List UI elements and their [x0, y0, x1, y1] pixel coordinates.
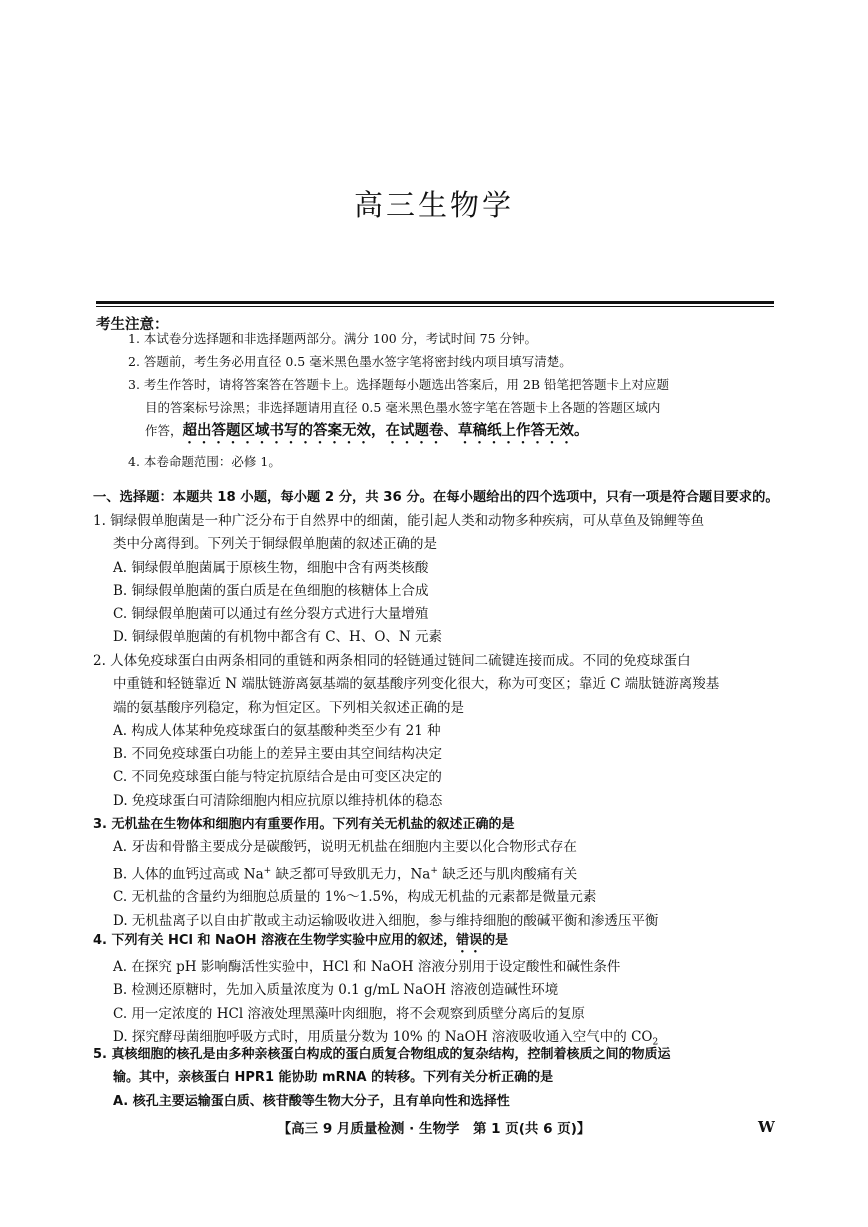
q2-stem-line-3: 端的氨基酸序列稳定，称为恒定区。下列相关叙述正确的是	[113, 699, 464, 716]
header-rule-thin	[96, 306, 774, 307]
q3-b-charge-1: +	[263, 865, 272, 876]
notice-heading: 考生注意：	[96, 317, 169, 333]
question-2	[93, 650, 783, 813]
page-title: 高三生物学	[353, 188, 514, 222]
q1-option-a: A. 铜绿假单胞菌属于原核生物，细胞中含有两类核酸	[113, 559, 429, 576]
q4-option-d-subscript: 2	[652, 1037, 659, 1048]
notice-emphasis: 超出答题区域书写的答案无效，在试题卷、草稿纸上作答无效。	[182, 423, 589, 439]
q3-b-part-1: B. 人体的血钙过高或 Na	[113, 866, 264, 883]
q2-stem-line-1: 2. 人体免疫球蛋白由两条相同的重链和两条相同的轻链通过链间二硫键连接而成。不同的免疫球蛋白	[93, 653, 691, 669]
q3-option-a: A. 牙齿和骨骼主要成分是碳酸钙，说明无机盐在细胞内主要以化合物形式存在	[113, 839, 577, 856]
q3-b-charge-2: +	[430, 865, 438, 876]
notice-item-4: 4. 本卷命题范围：必修 1。	[128, 454, 281, 469]
question-4	[93, 929, 783, 1055]
header-rule-thick	[96, 301, 774, 304]
question-3	[93, 813, 783, 933]
q4-stem-keyword: 错误	[456, 933, 483, 948]
q4-option-a: A. 在探究 pH 影响酶活性实验中，HCl 和 NaOH 溶液分别用于设定酸性和碱性条件	[113, 959, 621, 975]
q2-option-c: C. 不同免疫球蛋白能与特定抗原结合是由可变区决定的	[113, 769, 442, 786]
q3-b-part-2: 缺乏都可导致肌无力，Na	[271, 866, 431, 883]
q2-stem-line-2: 中重链和轻链靠近 N 端肽链游离氨基端的氨基酸序列变化很大，称为可变区；靠近 C 端肽链游离羧基	[113, 676, 720, 693]
q2-option-a: A. 构成人体某种免疫球蛋白的氨基酸种类至少有 21 种	[113, 722, 441, 739]
notice-item-3-line-2: 目的答案标号涂黑；非选择题请用直径 0.5 毫米黑色墨水签字笔在答题卡上各题的答题区域内	[145, 400, 661, 415]
notice-list	[128, 327, 778, 473]
q2-option-d: D. 免疫球蛋白可清除细胞内相应抗原以维持机体的稳态	[113, 792, 443, 809]
page-footer: 【高三 9 月质量检测 · 生物学 第 1 页(共 6 页)】	[277, 1121, 591, 1137]
q1-option-c: C. 铜绿假单胞菌可以通过有丝分裂方式进行大量增殖	[113, 606, 429, 623]
q1-option-b: B. 铜绿假单胞菌的蛋白质是在鱼细胞的核糖体上合成	[113, 582, 429, 599]
q5-option-a: A. 核孔主要运输蛋白质、核苷酸等生物大分子，且有单向性和选择性	[113, 1093, 510, 1109]
q4-option-b: B. 检测还原糖时，先加入质量浓度为 0.1 g/mL NaOH 溶液创造碱性环境	[113, 982, 559, 999]
q4-stem	[93, 929, 783, 956]
q5-stem-line-2: 输。其中，亲核蛋白 HPR1 能协助 mRNA 的转移。下列有关分析正确的是	[113, 1070, 554, 1086]
question-5	[93, 1043, 783, 1113]
q3-option-c: C. 无机盐的含量约为细胞总质量的 1%～1.5%，构成无机盐的元素都是微量元素	[113, 889, 597, 906]
q4-option-d-text: D. 探究酵母菌细胞呼吸方式时，用质量分数为 10% 的 NaOH 溶液吸收通入空气中的 CO	[113, 1028, 653, 1045]
q5-stem-line-1: 5. 真核细胞的核孔是由多种亲核蛋白构成的蛋白质复合物组成的复杂结构，控制着核质之间的物质运	[93, 1047, 671, 1062]
q1-option-d: D. 铜绿假单胞菌的有机物中都含有 C、H、O、N 元素	[113, 629, 442, 646]
q1-stem-line-2: 类中分离得到。下列关于铜绿假单胞菌的叙述正确的是	[113, 536, 437, 553]
question-1	[93, 510, 783, 650]
notice-item-3-line-3	[128, 419, 778, 447]
q1-stem-line-1: 1. 铜绿假单胞菌是一种广泛分布于自然界中的细菌，能引起人类和动物多种疾病，可从草鱼及锦鲤等鱼	[93, 513, 705, 529]
version-mark: W	[758, 1118, 775, 1136]
notice-item-3-lead: 作答，	[145, 423, 183, 438]
section-heading: 一、选择题：本题共 18 小题，每小题 2 分，共 36 分。在每小题给出的四个选项中，只有一项是符合题目要求的。	[93, 490, 779, 505]
notice-item-3-line-1: 3. 考生作答时，请将答案答在答题卡上。选择题每小题选出答案后，用 2B 铅笔把答题卡上对应题	[128, 377, 669, 392]
q4-stem-tail: 的是	[482, 933, 509, 948]
q3-option-b	[93, 860, 783, 887]
q2-option-b: B. 不同免疫球蛋白功能上的差异主要由其空间结构决定	[113, 746, 443, 763]
q3-b-part-3: 缺乏还与肌肉酸痛有关	[437, 866, 578, 883]
q4-stem-lead: 4. 下列有关 HCl 和 NaOH 溶液在生物学实验中应用的叙述，	[93, 933, 457, 948]
q4-option-c: C. 用一定浓度的 HCl 溶液处理黑藻叶肉细胞，将不会观察到质壁分离后的复原	[113, 1005, 585, 1022]
q3-stem: 3. 无机盐在生物体和细胞内有重要作用。下列有关无机盐的叙述正确的是	[93, 817, 515, 832]
notice-item-1: 1. 本试卷分选择题和非选择题两部分。满分 100 分，考试时间 75 分钟。	[128, 331, 538, 346]
notice-item-2: 2. 答题前，考生务必用直径 0.5 毫米黑色墨水签字笔将密封线内项目填写清楚。	[128, 354, 572, 369]
q3-option-d: D. 无机盐离子以自由扩散或主动运输吸收进入细胞，参与维持细胞的酸碱平衡和渗透压平衡	[113, 912, 659, 929]
